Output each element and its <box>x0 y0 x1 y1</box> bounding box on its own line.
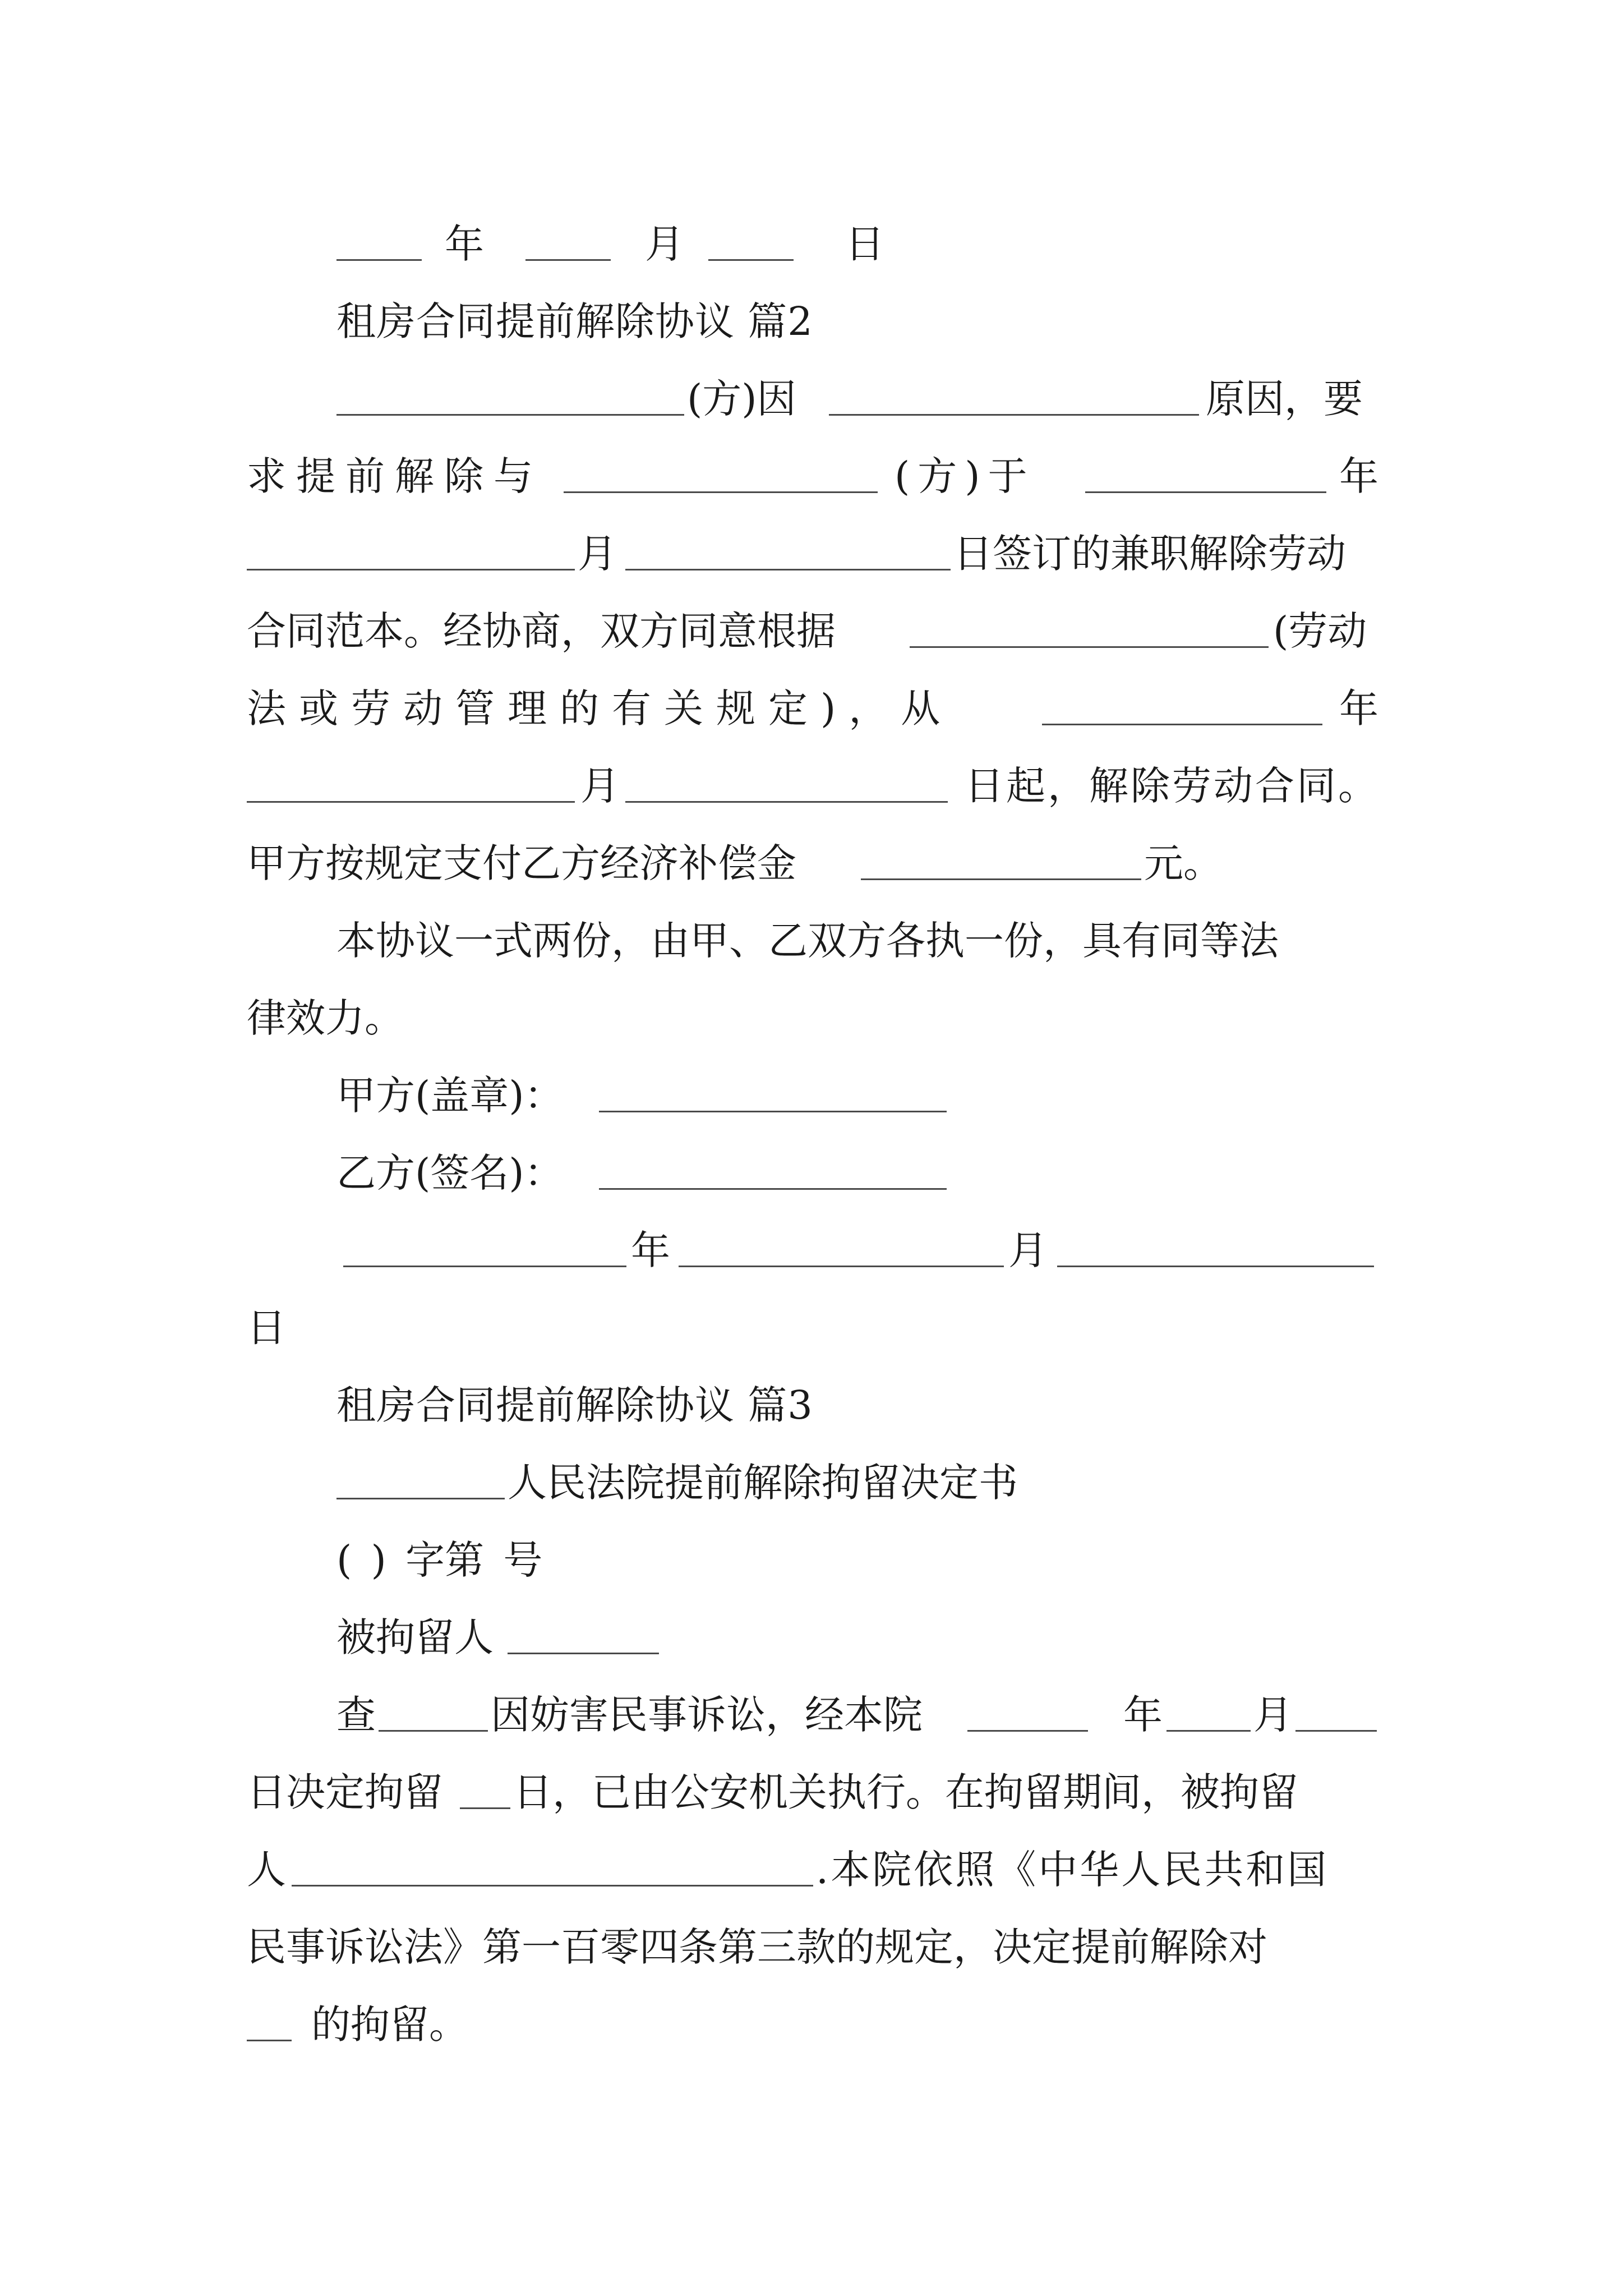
blank-reason <box>829 414 1199 416</box>
s2-p1-l3-rest: 日签订的兼职解除劳动 <box>953 531 1346 577</box>
s2-p2-l2: 律效力。 <box>247 995 404 1041</box>
blank-basis <box>910 646 1269 648</box>
blank-from-month <box>247 801 575 803</box>
s2-p1-l3-month: 月 <box>578 531 617 577</box>
date-month-label: 月 <box>645 221 684 267</box>
party-a-sign-line <box>0 1059 1623 1132</box>
date-line-top <box>0 208 1623 280</box>
blank-s2-day <box>1057 1266 1374 1267</box>
s3-body-line-3 <box>0 1833 1623 1906</box>
s2-p2-l1: 本协议一式两份，由甲、乙双方各执一份，具有同等法 <box>336 918 1279 964</box>
s2-p1-l1-party: (方)因 <box>687 376 796 422</box>
s3-l1-year: 年 <box>1123 1692 1163 1738</box>
case-no-line <box>0 1524 1623 1596</box>
s2-p1-line-4 <box>0 595 1623 668</box>
blank-compensation <box>861 878 1141 880</box>
case-no: ( ) 字第 号 <box>336 1537 543 1583</box>
blank-year <box>336 259 422 261</box>
s3-body-line-4 <box>0 1911 1623 1984</box>
s2-date-month: 月 <box>1008 1227 1048 1273</box>
blank-sign-day <box>625 569 951 570</box>
s3-l4: 民事诉讼法》第一百零四条第三款的规定，决定提前解除对 <box>247 1924 1267 1970</box>
s2-date-line <box>0 1214 1623 1287</box>
detainee-label: 被拘留人 <box>336 1614 494 1660</box>
s2-p1-l7-start: 甲方按规定支付乙方经济补偿金 <box>247 840 796 886</box>
s2-p1-l6-rest: 日起，解除劳动合同。 <box>965 763 1380 809</box>
blank-party-a-sign <box>599 1111 947 1112</box>
blank-party-b <box>564 491 878 493</box>
s3-l1-start: 查 <box>336 1692 376 1738</box>
party-a-sign-label: 甲方(盖章)： <box>336 1073 564 1119</box>
s2-date-day-line <box>0 1291 1623 1364</box>
party-b-sign-line <box>0 1137 1623 1209</box>
s2-p1-line-6 <box>0 749 1623 822</box>
s3-l3-start: 人 <box>247 1847 286 1893</box>
blank-detain-day <box>1295 1730 1377 1732</box>
s3-l2-rest: 日，已由公安机关执行。在拘留期间，被拘留 <box>513 1769 1298 1815</box>
s2-date-day: 日 <box>247 1305 286 1351</box>
blank-person <box>379 1730 488 1732</box>
s3-l1-month: 月 <box>1253 1692 1293 1738</box>
s2-p1-l2-party: (方)于 <box>895 453 1035 499</box>
blank-from-day <box>625 801 948 803</box>
court-title-line <box>0 1446 1623 1519</box>
section-3-heading-line <box>0 1369 1623 1442</box>
blank-sign-year <box>1085 491 1326 493</box>
date-day-label: 日 <box>845 221 884 267</box>
s3-l3-rest: .本院依照《中华人民共和国 <box>816 1847 1329 1893</box>
s2-p2-line-2 <box>0 982 1623 1055</box>
s2-p1-l5-start: 法或劳动管理的有关规定)，从 <box>247 685 953 731</box>
blank-days <box>460 1807 510 1809</box>
blank-detainee <box>508 1653 659 1654</box>
detainee-line <box>0 1601 1623 1674</box>
s2-p1-l4-end: (劳动 <box>1273 608 1367 654</box>
s3-body-line-5 <box>0 1988 1623 2061</box>
blank-party-a <box>336 414 684 416</box>
blank-s2-month <box>679 1266 1004 1267</box>
s2-p1-l6-month: 月 <box>580 763 620 809</box>
s2-p1-l1-reason: 原因，要 <box>1206 376 1363 422</box>
blank-s2-year <box>343 1266 626 1267</box>
s2-p1-line-5 <box>0 672 1623 745</box>
s2-p1-l2-year: 年 <box>1339 453 1378 499</box>
blank-party-b-sign <box>599 1188 947 1190</box>
blank-court-name <box>336 1498 505 1499</box>
blank-behavior <box>292 1885 813 1887</box>
party-b-sign-label: 乙方(签名)： <box>336 1150 564 1196</box>
s2-date-year: 年 <box>631 1227 670 1273</box>
s2-p1-l7-end: 元。 <box>1144 840 1223 886</box>
blank-detain-year <box>967 1730 1088 1732</box>
s2-p1-l2-start: 求提前解除与 <box>247 453 543 499</box>
blank-detain-month <box>1166 1730 1251 1732</box>
s2-p2-line-1 <box>0 904 1623 977</box>
blank-sign-month <box>247 569 575 570</box>
s3-l5: 的拘留。 <box>311 2001 468 2047</box>
section-2-heading: 租房合同提前解除协议 篇2 <box>336 298 813 344</box>
blank-month <box>525 259 611 261</box>
s2-p1-l4-start: 合同范本。经协商，双方同意根据 <box>247 608 836 654</box>
s3-body-line-2 <box>0 1756 1623 1829</box>
s2-p1-line-2 <box>0 440 1623 513</box>
date-year-label: 年 <box>445 221 484 267</box>
blank-from-year <box>1042 724 1322 725</box>
s2-p1-l5-year: 年 <box>1339 685 1378 731</box>
s2-p1-line-1 <box>0 362 1623 435</box>
s3-l1-mid: 因妨害民事诉讼，经本院 <box>491 1692 923 1738</box>
blank-day <box>708 259 794 261</box>
blank-released-person <box>247 2040 292 2041</box>
section-2-heading-line <box>0 285 1623 358</box>
s3-body-line-1 <box>0 1678 1623 1751</box>
s3-l2-start: 日决定拘留 <box>247 1769 443 1815</box>
court-title: 人民法院提前解除拘留决定书 <box>508 1460 1018 1506</box>
s2-p1-line-7 <box>0 827 1623 900</box>
s2-p1-line-3 <box>0 517 1623 590</box>
section-3-heading: 租房合同提前解除协议 篇3 <box>336 1382 813 1428</box>
